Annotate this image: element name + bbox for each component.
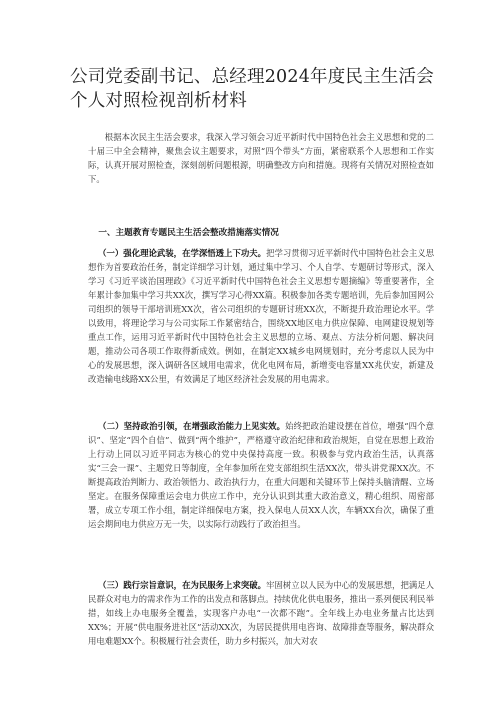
paragraph-3-body: 牢固树立以人民为中心的发展思想，把满足人民群众对电力的需求作为工作的出发点和落脚点。持续优化供电服务，推出一系列便民利民举措，如线上办电服务全覆盖，实现客户办电“一次都不跑”。全年线上办电业务量占比达到XX%；开展“供电服务进社区”活动XX次，为居民提供用电咨询、故障排查等服务，解决群众用电难题XX个。积极履行社会责任，助力乡村振兴，加大对农 — [88, 580, 435, 646]
paragraph-2-body: 始终把政治建设摆在首位，增强“四个意识”、坚定“四个自信”、做到“两个维护”，严格遵守政治纪律和政治规矩，自觉在思想上政治上行动上同以习近平同志为核心的党中央保持高度一致。积极参与党内政治生活，认真落实“三会一课”、主题党日等制度，全年参加所在党支部组织生活XX次，带头讲党课XX次。不断提高政治判断力、政治领悟力、政治执行力，在重大问题和关键环节上保持头脑清醒、立场坚定。在服务保障重运会电力供应工作中，充分认识到其重大政治意义，精心组织、周密部署，成立专项工作小组，制定详细保电方案，投入保电人员XX人次，车辆XX台次，确保了重运会期间电力供应万无一失，以实际行动践行了政治担当。 — [88, 421, 434, 529]
document-title: 公司党委副书记、总经理2024年度民主生活会个人对照检视剖析材料 — [70, 67, 434, 111]
paragraph-3-lead: （三）践行宗旨意识，在为民服务上求突破。 — [98, 580, 267, 590]
paragraph-1-body: 把学习贯彻习近平新时代中国特色社会主义思想作为首要政治任务，制定详细学习计划，通过集中学习、个人自学、专题研讨等形式，深入学习《习近平谈治国理政》《习近平新时代中国特色社会主义思想专题摘编》等重要著作，全年累计参加集中学习共XX次，撰写学习心得XX篇。积极参加各类专题培训，先后参加国网公司组织的领导干部培训班XX次，省公司组织的专题研讨班XX次，不断提升政治理论水平。学以致用，将理论学习与公司实际工作紧密结合，围绕XX地区电力供应保障、电网建设规划等重点工作，运用习近平新时代中国特色社会主义思想的立场、观点、方法分析问题、解决问题，推动公司各项工作取得新成效。例如，在制定XX城乡电网规划时，充分考虑以人民为中心的发展思想，深入调研各区域用电需求，优化电网布局，新增变电容量XX兆伏安，新建及改造输电线路XX公里，有效满足了地区经济社会发展的用电需求。 — [88, 248, 435, 384]
paragraph-2-lead: （二）坚持政治引领，在增强政治能力上见实效。 — [98, 421, 286, 431]
intro-paragraph: 根据本次民主生活会要求，我深入学习领会习近平新时代中国特色社会主义思想和党的二十届三中全会精神，聚焦会议主题要求，对照“四个带头”方面，紧密联系个人思想和工作实际，认真开展对照检查，深刻剖析问题根源，明确整改方向和措施。现将有关情况对照检查如下。 — [88, 132, 434, 184]
paragraph-1 — [88, 246, 434, 386]
paragraph-3 — [88, 578, 434, 648]
section-heading: 一、主题教育专题民主生活会整改措施落实情况 — [98, 228, 279, 238]
paragraph-1-lead: （一）强化理论武装，在学深悟透上下功夫。 — [98, 248, 267, 258]
paragraph-2 — [88, 419, 434, 531]
